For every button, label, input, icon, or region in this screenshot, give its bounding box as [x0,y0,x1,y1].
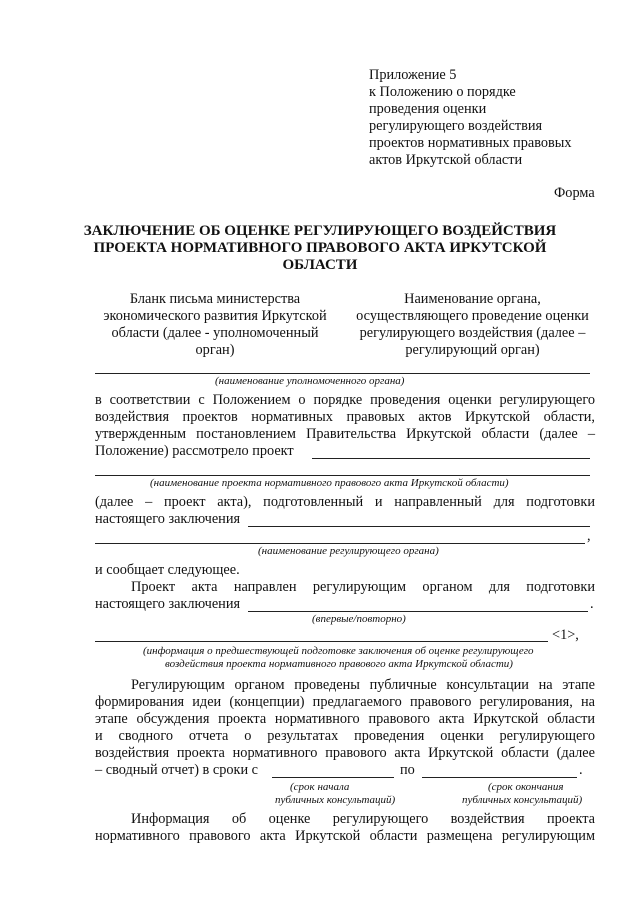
regulating-body-field-2[interactable] [95,543,585,544]
regulating-body-line: регулирующий орган) [405,342,540,358]
regulating-body-field[interactable] [248,526,590,527]
para5-line: Информация об оценке регулирующего воздействия проекта [131,811,595,827]
para4-line: и сводного отчета о результатах проведения оценки регулирующего [95,728,595,744]
para2-line: настоящего заключения [95,511,241,527]
letterhead-line: области (далее - уполномоченный [111,325,319,341]
letterhead-line: экономического развития Иркутской [103,308,327,324]
title-line: ОБЛАСТИ [282,257,358,273]
regulating-body-caption: (наименование регулирующего органа) [258,545,439,557]
regulating-body-line: осуществляющего проведение оценки [356,308,589,324]
draft-act-field-2[interactable] [95,475,590,476]
start-date-caption: публичных консультаций) [275,794,396,806]
first-repeat-caption: (впервые/повторно) [312,613,406,625]
prev-info-caption: воздействия проекта нормативного правового акта Иркутской области) [165,658,513,670]
appendix-line: актов Иркутской области [369,152,523,168]
para3-line: Проект акта направлен регулирующим органом для подготовки [131,579,595,595]
end-date-field[interactable] [422,777,577,778]
prev-info-caption: (информация о предшествующей подготовке заключения об оценке регулирующего [143,645,534,657]
para4-line: Регулирующим органом проведены публичные консультации на этапе [131,677,595,693]
para4-line: этапе обсуждения проекта нормативного правового акта Иркутской области [95,711,595,727]
para4-line: – сводный отчет) в сроки с [95,762,259,778]
appendix-line: проведения оценки [369,101,487,117]
footnote-ref: <1>, [552,627,579,643]
appendix-line: проектов нормативных правовых [369,135,572,151]
end-date-caption: (срок окончания [488,781,564,793]
para3-line: настоящего заключения [95,596,241,612]
comma: , [587,528,591,544]
end-date-caption: публичных консультаций) [462,794,583,806]
para1-line: в соответствии с Положением о порядке проведения оценки регулирующего [95,392,595,408]
para4-line: по [400,762,415,778]
appendix-line: к Положению о порядке [369,84,516,100]
title-line: ЗАКЛЮЧЕНИЕ ОБ ОЦЕНКЕ РЕГУЛИРУЮЩЕГО ВОЗДЕЙСТВИЯ [83,223,557,239]
start-date-caption: (срок начала [290,781,350,793]
letterhead-line: орган) [195,342,235,358]
para4-line: формирования идеи (концепции) предлагаемого правового регулирования, на [95,694,595,710]
title-line: ПРОЕКТА НОРМАТИВНОГО ПРАВОВОГО АКТА ИРКУТСКОЙ [93,240,547,256]
para2-line: (далее – проект акта), подготовленный и направленный для подготовки [95,494,595,510]
para1-line: Положение) рассмотрело проект [95,443,294,459]
draft-act-field[interactable] [312,458,590,459]
period: . [590,596,594,612]
para1-line: воздействия проектов нормативных правовых актов Иркутской области, [95,409,595,425]
para4-line: воздействия проекта нормативного правового акта Иркутской области (далее [95,745,595,761]
para5-line: нормативного правового акта Иркутской области размещена регулирующим [95,828,595,844]
authorized-body-caption: (наименование уполномоченного органа) [215,375,405,387]
regulating-body-line: регулирующего воздействия (далее – [359,325,586,341]
authorized-body-field[interactable] [95,373,590,374]
start-date-field[interactable] [272,777,394,778]
reports-line: и сообщает следующее. [95,562,240,578]
period: . [579,762,583,778]
prev-info-field[interactable] [95,641,548,642]
appendix-line: Приложение 5 [369,67,457,83]
letterhead-line: Бланк письма министерства [129,291,301,307]
draft-act-caption: (наименование проекта нормативного правового акта Иркутской области) [150,477,509,489]
appendix-line: регулирующего воздействия [369,118,543,134]
form-label: Форма [554,185,595,201]
para1-line: утвержденным постановлением Правительства Иркутской области (далее – [95,426,595,442]
regulating-body-line: Наименование органа, [404,291,541,307]
first-repeat-field[interactable] [248,611,588,612]
